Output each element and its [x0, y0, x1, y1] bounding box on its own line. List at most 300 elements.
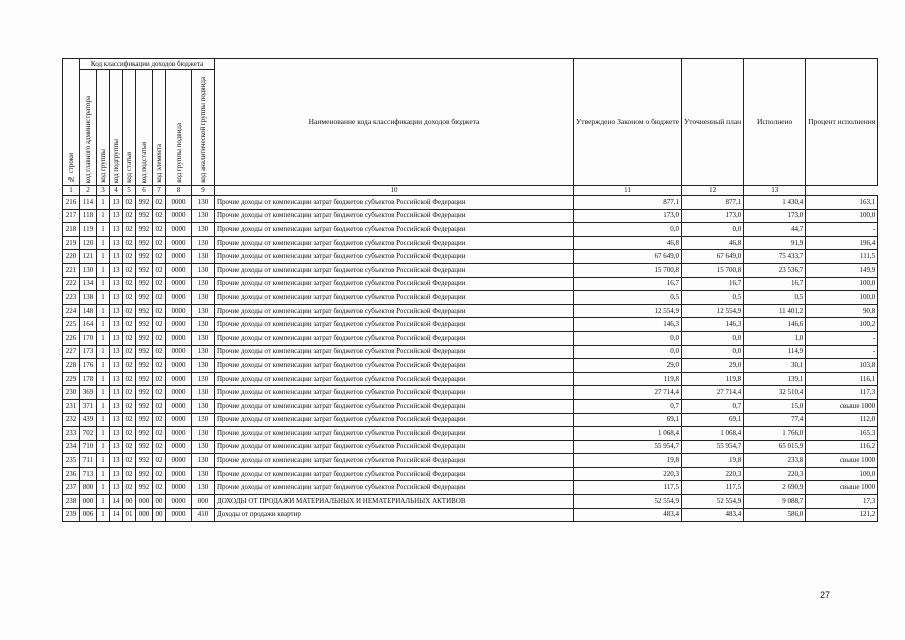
- group-code: 1: [97, 440, 110, 454]
- analytic-code: 130: [192, 277, 215, 291]
- header-approved: Утверждено Законом о бюджете: [574, 59, 682, 186]
- approved-value: 0,0: [574, 345, 682, 359]
- program-code: 0000: [166, 277, 192, 291]
- subgroup-code: 13: [110, 209, 123, 223]
- subgroup-code: 13: [110, 318, 123, 332]
- admin-code: 711: [80, 454, 97, 468]
- group-code: 1: [97, 196, 110, 210]
- row-number: 232: [63, 413, 80, 427]
- percent-value: свыше 1000: [806, 454, 878, 468]
- refined-value: 0,5: [681, 291, 743, 305]
- approved-value: 0,7: [574, 399, 682, 413]
- approved-value: 27 714,4: [574, 386, 682, 400]
- subarticle-code: 992: [136, 263, 153, 277]
- group-code: 1: [97, 508, 110, 522]
- column-number: 11: [574, 186, 682, 196]
- row-name: Прочие доходы от компенсации затрат бюджетов субъектов Российской Федерации: [215, 196, 574, 210]
- executed-value: 15,0: [744, 399, 806, 413]
- executed-value: 30,1: [744, 359, 806, 373]
- group-code: 1: [97, 263, 110, 277]
- refined-value: 55 954,7: [681, 440, 743, 454]
- percent-value: -: [806, 223, 878, 237]
- program-code: 0000: [166, 399, 192, 413]
- percent-value: свыше 1000: [806, 399, 878, 413]
- article-code: 02: [123, 304, 136, 318]
- article-code: 02: [123, 236, 136, 250]
- executed-value: 32 510,4: [744, 386, 806, 400]
- executed-value: 23 536,7: [744, 263, 806, 277]
- subarticle-code: 992: [136, 331, 153, 345]
- subarticle-code: 992: [136, 277, 153, 291]
- element-code: 02: [153, 318, 166, 332]
- header-program-code: код группы подвида: [166, 70, 192, 186]
- row-number: 239: [63, 508, 80, 522]
- approved-value: 69,1: [574, 413, 682, 427]
- row-name: Прочие доходы от компенсации затрат бюджетов субъектов Российской Федерации: [215, 209, 574, 223]
- approved-value: 46,8: [574, 236, 682, 250]
- element-code: 02: [153, 223, 166, 237]
- admin-code: 148: [80, 304, 97, 318]
- admin-code: 000: [80, 495, 97, 509]
- row-number: 238: [63, 495, 80, 509]
- percent-value: 112,0: [806, 413, 878, 427]
- admin-code: 164: [80, 318, 97, 332]
- row-number: 221: [63, 263, 80, 277]
- program-code: 0000: [166, 263, 192, 277]
- header-row-number: № строки: [63, 59, 80, 186]
- subgroup-code: 13: [110, 359, 123, 373]
- row-name: Прочие доходы от компенсации затрат бюджетов субъектов Российской Федерации: [215, 481, 574, 495]
- table-row: [63, 250, 878, 264]
- percent-value: 17,3: [806, 495, 878, 509]
- column-number: 7: [153, 186, 166, 196]
- header-name: Наименование кода классификации доходов бюджета: [215, 59, 574, 186]
- row-name: Прочие доходы от компенсации затрат бюджетов субъектов Российской Федерации: [215, 413, 574, 427]
- element-code: 02: [153, 196, 166, 210]
- analytic-code: 130: [192, 481, 215, 495]
- executed-value: 114,9: [744, 345, 806, 359]
- subgroup-code: 13: [110, 427, 123, 441]
- header-element-code: код элемента: [153, 70, 166, 186]
- group-code: 1: [97, 481, 110, 495]
- row-name: Прочие доходы от компенсации затрат бюджетов субъектов Российской Федерации: [215, 236, 574, 250]
- row-number: 234: [63, 440, 80, 454]
- element-code: 00: [153, 495, 166, 509]
- subgroup-code: 13: [110, 372, 123, 386]
- approved-value: 877,1: [574, 196, 682, 210]
- percent-value: 100,0: [806, 209, 878, 223]
- refined-value: 119,8: [681, 372, 743, 386]
- group-code: 1: [97, 454, 110, 468]
- analytic-code: 130: [192, 359, 215, 373]
- subarticle-code: 992: [136, 372, 153, 386]
- executed-value: 146,6: [744, 318, 806, 332]
- subarticle-code: 992: [136, 386, 153, 400]
- refined-value: 117,5: [681, 481, 743, 495]
- column-number: 1: [63, 186, 80, 196]
- executed-value: 75 433,7: [744, 250, 806, 264]
- subarticle-code: 992: [136, 481, 153, 495]
- program-code: 0000: [166, 223, 192, 237]
- percent-value: 100,0: [806, 277, 878, 291]
- percent-value: 100,2: [806, 318, 878, 332]
- subarticle-code: 992: [136, 399, 153, 413]
- analytic-code: 130: [192, 399, 215, 413]
- percent-value: 103,8: [806, 359, 878, 373]
- column-number: 5: [123, 186, 136, 196]
- table-row: [63, 495, 878, 509]
- element-code: 02: [153, 277, 166, 291]
- group-code: 1: [97, 304, 110, 318]
- subgroup-code: 14: [110, 495, 123, 509]
- element-code: 02: [153, 291, 166, 305]
- table-row: [63, 196, 878, 210]
- percent-value: 116,2: [806, 440, 878, 454]
- row-name: Прочие доходы от компенсации затрат бюджетов субъектов Российской Федерации: [215, 467, 574, 481]
- article-code: 02: [123, 331, 136, 345]
- percent-value: -: [806, 331, 878, 345]
- executed-value: 16,7: [744, 277, 806, 291]
- group-code: 1: [97, 399, 110, 413]
- subarticle-code: 992: [136, 440, 153, 454]
- analytic-code: 130: [192, 427, 215, 441]
- article-code: 02: [123, 223, 136, 237]
- refined-value: 12 554,9: [681, 304, 743, 318]
- admin-code: 130: [80, 263, 97, 277]
- subarticle-code: 992: [136, 291, 153, 305]
- header-code-group: Код классификации доходов бюджета: [80, 59, 215, 70]
- header-percent: Процент исполнения: [806, 59, 878, 186]
- executed-value: 77,4: [744, 413, 806, 427]
- program-code: 0000: [166, 304, 192, 318]
- row-number: 228: [63, 359, 80, 373]
- approved-value: 12 554,9: [574, 304, 682, 318]
- row-number: 223: [63, 291, 80, 305]
- group-code: 1: [97, 331, 110, 345]
- program-code: 0000: [166, 196, 192, 210]
- row-name: Прочие доходы от компенсации затрат бюджетов субъектов Российской Федерации: [215, 291, 574, 305]
- analytic-code: 130: [192, 345, 215, 359]
- group-code: 1: [97, 318, 110, 332]
- group-code: 1: [97, 345, 110, 359]
- program-code: 0000: [166, 331, 192, 345]
- percent-value: 100,0: [806, 291, 878, 305]
- approved-value: 117,5: [574, 481, 682, 495]
- refined-value: 16,7: [681, 277, 743, 291]
- admin-code: 439: [80, 413, 97, 427]
- approved-value: 173,0: [574, 209, 682, 223]
- column-number: 6: [136, 186, 153, 196]
- article-code: 02: [123, 196, 136, 210]
- analytic-code: 130: [192, 386, 215, 400]
- admin-code: 710: [80, 440, 97, 454]
- element-code: 02: [153, 399, 166, 413]
- row-number: 225: [63, 318, 80, 332]
- executed-value: 2 690,9: [744, 481, 806, 495]
- article-code: 01: [123, 508, 136, 522]
- percent-value: 111,5: [806, 250, 878, 264]
- article-code: 02: [123, 481, 136, 495]
- admin-code: 800: [80, 481, 97, 495]
- element-code: 02: [153, 467, 166, 481]
- subgroup-code: 13: [110, 277, 123, 291]
- program-code: 0000: [166, 236, 192, 250]
- row-number: 235: [63, 454, 80, 468]
- row-name: Прочие доходы от компенсации затрат бюджетов субъектов Российской Федерации: [215, 277, 574, 291]
- table-row: [63, 427, 878, 441]
- subgroup-code: 14: [110, 508, 123, 522]
- row-name: Прочие доходы от компенсации затрат бюджетов субъектов Российской Федерации: [215, 263, 574, 277]
- element-code: 02: [153, 372, 166, 386]
- approved-value: 146,3: [574, 318, 682, 332]
- article-code: 02: [123, 318, 136, 332]
- refined-value: 877,1: [681, 196, 743, 210]
- admin-code: 713: [80, 467, 97, 481]
- approved-value: 19,8: [574, 454, 682, 468]
- group-code: 1: [97, 372, 110, 386]
- article-code: 02: [123, 250, 136, 264]
- admin-code: 138: [80, 291, 97, 305]
- subarticle-code: 000: [136, 495, 153, 509]
- refined-value: 67 649,0: [681, 250, 743, 264]
- approved-value: 483,4: [574, 508, 682, 522]
- subarticle-code: 992: [136, 236, 153, 250]
- row-number: 230: [63, 386, 80, 400]
- row-name: Прочие доходы от компенсации затрат бюджетов субъектов Российской Федерации: [215, 331, 574, 345]
- approved-value: 1 068,4: [574, 427, 682, 441]
- element-code: 02: [153, 345, 166, 359]
- refined-value: 27 714,4: [681, 386, 743, 400]
- analytic-code: 130: [192, 467, 215, 481]
- row-number: 224: [63, 304, 80, 318]
- header-subarticle-code: код подстатьи: [136, 70, 153, 186]
- row-name: Доходы от продажи квартир: [215, 508, 574, 522]
- admin-code: 134: [80, 277, 97, 291]
- percent-value: 90,8: [806, 304, 878, 318]
- refined-value: 1 068,4: [681, 427, 743, 441]
- subgroup-code: 13: [110, 440, 123, 454]
- analytic-code: 130: [192, 250, 215, 264]
- article-code: 02: [123, 372, 136, 386]
- percent-value: 149,9: [806, 263, 878, 277]
- table-row: [63, 386, 878, 400]
- group-code: 1: [97, 427, 110, 441]
- executed-value: 44,7: [744, 223, 806, 237]
- analytic-code: 410: [192, 508, 215, 522]
- subarticle-code: 992: [136, 304, 153, 318]
- executed-value: 139,1: [744, 372, 806, 386]
- admin-code: 114: [80, 196, 97, 210]
- table-row: [63, 481, 878, 495]
- analytic-code: 130: [192, 440, 215, 454]
- row-name: Прочие доходы от компенсации затрат бюджетов субъектов Российской Федерации: [215, 223, 574, 237]
- admin-code: 170: [80, 331, 97, 345]
- percent-value: 196,4: [806, 236, 878, 250]
- admin-code: 176: [80, 359, 97, 373]
- program-code: 0000: [166, 427, 192, 441]
- subarticle-code: 992: [136, 223, 153, 237]
- refined-value: 146,3: [681, 318, 743, 332]
- row-name: Прочие доходы от компенсации затрат бюджетов субъектов Российской Федерации: [215, 372, 574, 386]
- header-executed: Исполнено: [744, 59, 806, 186]
- percent-value: 121,2: [806, 508, 878, 522]
- analytic-code: 130: [192, 291, 215, 305]
- analytic-code: 130: [192, 372, 215, 386]
- column-number-row: [63, 186, 878, 196]
- element-code: 02: [153, 413, 166, 427]
- article-code: 02: [123, 345, 136, 359]
- group-code: 1: [97, 291, 110, 305]
- program-code: 0000: [166, 345, 192, 359]
- group-code: 1: [97, 277, 110, 291]
- executed-value: 1 766,0: [744, 427, 806, 441]
- admin-code: 369: [80, 386, 97, 400]
- column-number: 8: [166, 186, 192, 196]
- percent-value: 100,0: [806, 467, 878, 481]
- column-number: 12: [681, 186, 743, 196]
- table-row: [63, 223, 878, 237]
- subarticle-code: 992: [136, 427, 153, 441]
- approved-value: 119,8: [574, 372, 682, 386]
- subarticle-code: 992: [136, 345, 153, 359]
- program-code: 0000: [166, 386, 192, 400]
- approved-value: 29,0: [574, 359, 682, 373]
- percent-value: 117,3: [806, 386, 878, 400]
- table-row: [63, 331, 878, 345]
- article-code: 02: [123, 386, 136, 400]
- table-row: [63, 277, 878, 291]
- article-code: 02: [123, 399, 136, 413]
- row-name: Прочие доходы от компенсации затрат бюджетов субъектов Российской Федерации: [215, 399, 574, 413]
- row-number: 216: [63, 196, 80, 210]
- percent-value: -: [806, 345, 878, 359]
- refined-value: 483,4: [681, 508, 743, 522]
- admin-code: 178: [80, 372, 97, 386]
- analytic-code: 130: [192, 318, 215, 332]
- row-name: Прочие доходы от компенсации затрат бюджетов субъектов Российской Федерации: [215, 427, 574, 441]
- row-number: 222: [63, 277, 80, 291]
- subarticle-code: 992: [136, 318, 153, 332]
- executed-value: 233,8: [744, 454, 806, 468]
- row-number: 229: [63, 372, 80, 386]
- executed-value: 220,3: [744, 467, 806, 481]
- program-code: 0000: [166, 508, 192, 522]
- approved-value: 0,0: [574, 223, 682, 237]
- subarticle-code: 992: [136, 467, 153, 481]
- approved-value: 55 954,7: [574, 440, 682, 454]
- element-code: 02: [153, 331, 166, 345]
- article-code: 02: [123, 413, 136, 427]
- subarticle-code: 992: [136, 196, 153, 210]
- program-code: 0000: [166, 495, 192, 509]
- element-code: 02: [153, 359, 166, 373]
- row-name: Прочие доходы от компенсации затрат бюджетов субъектов Российской Федерации: [215, 440, 574, 454]
- article-code: 02: [123, 427, 136, 441]
- table-body: [63, 196, 878, 522]
- analytic-code: 130: [192, 263, 215, 277]
- revenue-table: [62, 58, 878, 522]
- group-code: 1: [97, 467, 110, 481]
- executed-value: 0,5: [744, 291, 806, 305]
- subgroup-code: 13: [110, 223, 123, 237]
- approved-value: 16,7: [574, 277, 682, 291]
- executed-value: 1,0: [744, 331, 806, 345]
- table-row: [63, 508, 878, 522]
- analytic-code: 130: [192, 413, 215, 427]
- refined-value: 15 700,8: [681, 263, 743, 277]
- program-code: 0000: [166, 209, 192, 223]
- header-subgroup-code: код подгруппы: [110, 70, 123, 186]
- refined-value: 69,1: [681, 413, 743, 427]
- group-code: 1: [97, 223, 110, 237]
- subarticle-code: 992: [136, 250, 153, 264]
- element-code: 02: [153, 236, 166, 250]
- group-code: 1: [97, 236, 110, 250]
- header-admin-code: код главного администратора: [80, 70, 97, 186]
- subgroup-code: 13: [110, 250, 123, 264]
- element-code: 02: [153, 209, 166, 223]
- subarticle-code: 992: [136, 413, 153, 427]
- group-code: 1: [97, 209, 110, 223]
- element-code: 00: [153, 508, 166, 522]
- element-code: 02: [153, 440, 166, 454]
- executed-value: 11 401,2: [744, 304, 806, 318]
- percent-value: 165,3: [806, 427, 878, 441]
- admin-code: 119: [80, 223, 97, 237]
- analytic-code: 000: [192, 495, 215, 509]
- row-number: 220: [63, 250, 80, 264]
- article-code: 02: [123, 359, 136, 373]
- article-code: 02: [123, 209, 136, 223]
- table-row: [63, 236, 878, 250]
- column-number: 4: [110, 186, 123, 196]
- subarticle-code: 992: [136, 209, 153, 223]
- refined-value: 19,8: [681, 454, 743, 468]
- row-number: 237: [63, 481, 80, 495]
- table-row: [63, 209, 878, 223]
- subgroup-code: 13: [110, 467, 123, 481]
- program-code: 0000: [166, 467, 192, 481]
- header-analytic-code: код аналитической группы подвида: [192, 70, 215, 186]
- approved-value: 220,3: [574, 467, 682, 481]
- group-code: 1: [97, 250, 110, 264]
- table-row: [63, 454, 878, 468]
- program-code: 0000: [166, 440, 192, 454]
- admin-code: 118: [80, 209, 97, 223]
- article-code: 02: [123, 440, 136, 454]
- row-name: ДОХОДЫ ОТ ПРОДАЖИ МАТЕРИАЛЬНЫХ И НЕМАТЕРИАЛЬНЫХ АКТИВОВ: [215, 495, 574, 509]
- element-code: 02: [153, 427, 166, 441]
- row-number: 226: [63, 331, 80, 345]
- article-code: 02: [123, 291, 136, 305]
- executed-value: 65 015,9: [744, 440, 806, 454]
- subgroup-code: 13: [110, 291, 123, 305]
- analytic-code: 130: [192, 223, 215, 237]
- element-code: 02: [153, 263, 166, 277]
- table-row: [63, 440, 878, 454]
- row-number: 231: [63, 399, 80, 413]
- analytic-code: 130: [192, 196, 215, 210]
- program-code: 0000: [166, 318, 192, 332]
- row-number: 236: [63, 467, 80, 481]
- table-row: [63, 263, 878, 277]
- program-code: 0000: [166, 413, 192, 427]
- program-code: 0000: [166, 454, 192, 468]
- row-name: Прочие доходы от компенсации затрат бюджетов субъектов Российской Федерации: [215, 304, 574, 318]
- admin-code: 173: [80, 345, 97, 359]
- table-row: [63, 467, 878, 481]
- subarticle-code: 992: [136, 359, 153, 373]
